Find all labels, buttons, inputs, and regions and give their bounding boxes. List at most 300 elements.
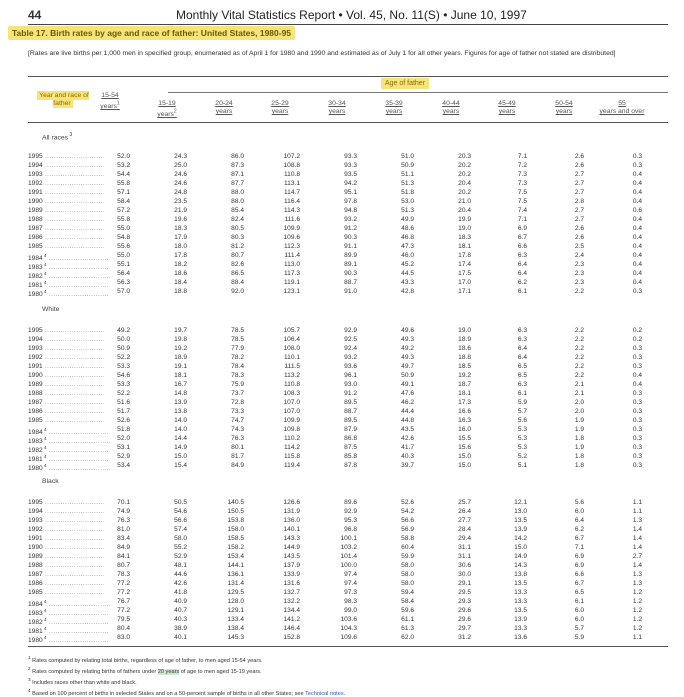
row-year: 1992 ........................... bbox=[28, 354, 106, 361]
table-cell: 84.9 bbox=[231, 462, 244, 469]
table-cell: 29.3 bbox=[458, 598, 471, 605]
row-year: 1982 $^4$ ........................... bbox=[28, 445, 110, 455]
table-cell: 52.0 bbox=[117, 435, 130, 442]
table-cell: 5.3 bbox=[517, 426, 527, 433]
table-cell: 97.8 bbox=[344, 198, 357, 205]
column-header: 15-19 years$^2$ bbox=[157, 100, 177, 119]
table-cell: 54.2 bbox=[401, 508, 414, 515]
table-cell: 70.1 bbox=[117, 499, 130, 506]
table-cell: 73.3 bbox=[231, 408, 244, 415]
table-cell: 13.9 bbox=[514, 526, 527, 533]
table-cell: 6.0 bbox=[574, 508, 584, 515]
row-year: 1989 ........................... bbox=[28, 207, 106, 214]
table-row bbox=[28, 416, 668, 425]
table-cell: 28.4 bbox=[458, 526, 471, 533]
table-cell: 6.4 bbox=[517, 354, 527, 361]
table-cell: 14.4 bbox=[174, 435, 187, 442]
table-cell: 103.2 bbox=[340, 544, 357, 551]
table-cell: 0.4 bbox=[632, 261, 642, 268]
footnote-2-num: 2 bbox=[28, 665, 31, 671]
table-cell: 44.4 bbox=[401, 408, 414, 415]
table-cell: 52.9 bbox=[174, 553, 187, 560]
technical-notes-link[interactable]: Technical notes bbox=[305, 690, 344, 697]
table-cell: 7.5 bbox=[517, 189, 527, 196]
table-cell: 12.1 bbox=[514, 499, 527, 506]
table-cell: 78.4 bbox=[231, 363, 244, 370]
table-cell: 18.0 bbox=[174, 243, 187, 250]
table-cell: 17.4 bbox=[458, 261, 471, 268]
table-cell: 93.2 bbox=[344, 354, 357, 361]
row-year: 1988 ........................... bbox=[28, 562, 106, 569]
table-cell: 19.8 bbox=[174, 336, 187, 343]
table-cell: 1.1 bbox=[632, 508, 642, 515]
table-cell: 108.0 bbox=[283, 345, 300, 352]
row-year: 1990 ........................... bbox=[28, 372, 106, 379]
table-cell: 18.7 bbox=[458, 381, 471, 388]
table-cell: 19.9 bbox=[458, 216, 471, 223]
table-cell: 53.0 bbox=[401, 198, 414, 205]
table-row bbox=[28, 242, 668, 251]
table-cell: 15.0 bbox=[458, 453, 471, 460]
table-cell: 44.8 bbox=[401, 417, 414, 424]
table-cell: 83.4 bbox=[117, 535, 130, 542]
row-year: 1995 ........................... bbox=[28, 153, 106, 160]
table-cell: 51.3 bbox=[401, 180, 414, 187]
table-cell: 51.3 bbox=[401, 207, 414, 214]
table-cell: 54.6 bbox=[117, 372, 130, 379]
table-cell: 17.0 bbox=[458, 279, 471, 286]
table-cell: 20.4 bbox=[458, 207, 471, 214]
table-cell: 105.7 bbox=[283, 327, 300, 334]
table-cell: 5.6 bbox=[517, 417, 527, 424]
table-cell: 51.1 bbox=[401, 171, 414, 178]
table-cell: 51.8 bbox=[401, 189, 414, 196]
table-cell: 0.3 bbox=[632, 354, 642, 361]
running-header bbox=[28, 8, 668, 25]
table-cell: 0.3 bbox=[632, 153, 642, 160]
age-group-text: Age of father bbox=[381, 78, 429, 89]
table-cell: 50.9 bbox=[401, 162, 414, 169]
table-row bbox=[28, 615, 668, 627]
table-cell: 152.8 bbox=[283, 634, 300, 641]
table-cell: 132.2 bbox=[283, 598, 300, 605]
table-cell: 18.5 bbox=[458, 363, 471, 370]
table-cell: 49.3 bbox=[401, 336, 414, 343]
table-cell: 114.3 bbox=[283, 207, 300, 214]
table-row bbox=[28, 161, 668, 170]
table-cell: 81.7 bbox=[231, 453, 244, 460]
table-cell: 0.3 bbox=[632, 453, 642, 460]
table-cell: 49.6 bbox=[401, 327, 414, 334]
table-row bbox=[28, 579, 668, 588]
table-cell: 0.3 bbox=[632, 345, 642, 352]
table-cell: 104.3 bbox=[340, 625, 357, 632]
table-cell: 13.8 bbox=[514, 571, 527, 578]
table-cell: 1.1 bbox=[632, 499, 642, 506]
row-year: 1987 ........................... bbox=[28, 225, 106, 232]
table-cell: 53.1 bbox=[117, 444, 130, 451]
table-cell: 24.8 bbox=[174, 189, 187, 196]
table-cell: 25.0 bbox=[174, 162, 187, 169]
table-cell: 62.0 bbox=[401, 634, 414, 641]
table-cell: 6.1 bbox=[517, 390, 527, 397]
table-cell: 109.6 bbox=[283, 234, 300, 241]
table-cell: 1.4 bbox=[632, 526, 642, 533]
table-cell: 117.3 bbox=[283, 270, 300, 277]
table-cell: 80.5 bbox=[231, 225, 244, 232]
table-cell: 6.5 bbox=[517, 372, 527, 379]
table-cell: 108.8 bbox=[283, 162, 300, 169]
table-cell: 27.7 bbox=[458, 517, 471, 524]
table-cell: 111.6 bbox=[284, 216, 300, 223]
table-cell: 0.4 bbox=[632, 270, 642, 277]
table-cell: 5.6 bbox=[574, 499, 584, 506]
table-cell: 96.8 bbox=[344, 526, 357, 533]
table-cell: 52.6 bbox=[117, 417, 130, 424]
table-cell: 6.2 bbox=[574, 526, 584, 533]
table-cell: 74.9 bbox=[117, 508, 130, 515]
table-cell: 80.3 bbox=[231, 234, 244, 241]
table-row bbox=[28, 561, 668, 570]
table-cell: 2.7 bbox=[574, 216, 584, 223]
table-cell: 31.2 bbox=[458, 634, 471, 641]
table-cell: 80.1 bbox=[231, 444, 244, 451]
table-cell: 17.9 bbox=[174, 234, 187, 241]
table-cell: 15.0 bbox=[458, 462, 471, 469]
column-header: 45-49 years bbox=[498, 100, 516, 115]
table-cell: 6.9 bbox=[574, 562, 584, 569]
table-cell: 7.2 bbox=[517, 162, 527, 169]
table-cell: 110.8 bbox=[283, 171, 300, 178]
table-cell: 91.2 bbox=[344, 390, 357, 397]
row-year: 1981 $^4$ ........................... bbox=[28, 454, 110, 464]
table-cell: 53.3 bbox=[117, 381, 130, 388]
section-label: Black bbox=[42, 478, 59, 485]
table-cell: 153.8 bbox=[227, 517, 244, 524]
table-cell: 6.6 bbox=[574, 571, 584, 578]
table-cell: 2.7 bbox=[632, 553, 642, 560]
table-cell: 15.0 bbox=[514, 544, 527, 551]
table-cell: 77.9 bbox=[231, 345, 244, 352]
table-cell: 18.1 bbox=[458, 390, 471, 397]
table-row bbox=[28, 371, 668, 380]
table-cell: 91.1 bbox=[344, 243, 357, 250]
table-cell: 14.3 bbox=[514, 562, 527, 569]
table-cell: 58.4 bbox=[117, 198, 130, 205]
table-row bbox=[28, 335, 668, 344]
table-cell: 84.1 bbox=[117, 553, 130, 560]
rule-bottom bbox=[28, 646, 668, 647]
table-cell: 88.7 bbox=[344, 408, 357, 415]
row-year: 1991 ........................... bbox=[28, 363, 106, 370]
table-cell: 85.8 bbox=[344, 453, 357, 460]
table-cell: 0.4 bbox=[632, 225, 642, 232]
table-cell: 58.0 bbox=[174, 535, 187, 542]
table-cell: 61.1 bbox=[401, 616, 414, 623]
table-cell: 40.3 bbox=[401, 453, 414, 460]
table-cell: 2.6 bbox=[574, 162, 584, 169]
row-year: 1989 ........................... bbox=[28, 381, 106, 388]
table-cell: 20.4 bbox=[458, 180, 471, 187]
table-cell: 153.4 bbox=[227, 553, 244, 560]
table-cell: 2.1 bbox=[574, 381, 584, 388]
table-row bbox=[28, 398, 668, 407]
table-cell: 0.4 bbox=[632, 234, 642, 241]
table-row bbox=[28, 588, 668, 597]
table-cell: 0.4 bbox=[632, 252, 642, 259]
table-cell: 6.0 bbox=[574, 616, 584, 623]
table-cell: 29.6 bbox=[458, 616, 471, 623]
table-cell: 19.1 bbox=[174, 363, 187, 370]
table-cell: 0.4 bbox=[632, 372, 642, 379]
row-year: 1988 ........................... bbox=[28, 216, 106, 223]
table-cell: 0.4 bbox=[632, 243, 642, 250]
table-cell: 1.4 bbox=[632, 544, 642, 551]
table-cell: 0.2 bbox=[632, 327, 642, 334]
row-year: 1982 $^4$ ........................... bbox=[28, 271, 110, 281]
table-cell: 56.6 bbox=[174, 517, 187, 524]
table-cell: 25.7 bbox=[458, 499, 471, 506]
table-cell: 57.2 bbox=[117, 207, 130, 214]
table-cell: 88.7 bbox=[344, 279, 357, 286]
table-row bbox=[28, 425, 668, 437]
table-cell: 7.1 bbox=[517, 153, 527, 160]
table-cell: 17.1 bbox=[458, 288, 471, 295]
table-cell: 0.3 bbox=[632, 288, 642, 295]
table-cell: 19.6 bbox=[174, 216, 187, 223]
table-cell: 13.9 bbox=[514, 616, 527, 623]
table-cell: 103.6 bbox=[340, 616, 357, 623]
table-cell: 42.6 bbox=[401, 435, 414, 442]
table-cell: 2.5 bbox=[574, 243, 584, 250]
table-cell: 20.2 bbox=[458, 171, 471, 178]
table-cell: 79.5 bbox=[117, 616, 130, 623]
table-row bbox=[28, 597, 668, 609]
table-cell: 20.2 bbox=[458, 162, 471, 169]
table-cell: 141.2 bbox=[283, 616, 300, 623]
table-cell: 93.3 bbox=[344, 153, 357, 160]
table-cell: 100.1 bbox=[340, 535, 357, 542]
table-cell: 7.3 bbox=[517, 171, 527, 178]
table-cell: 53.3 bbox=[117, 363, 130, 370]
table-cell: 74.3 bbox=[231, 426, 244, 433]
footnote-1 bbox=[28, 654, 668, 665]
table-cell: 14.2 bbox=[514, 535, 527, 542]
table-cell: 82.6 bbox=[231, 261, 244, 268]
table-cell: 114.2 bbox=[283, 444, 300, 451]
table-cell: 150.5 bbox=[227, 508, 244, 515]
table-cell: 55.0 bbox=[117, 252, 130, 259]
table-cell: 1.2 bbox=[632, 625, 642, 632]
table-cell: 7.3 bbox=[517, 180, 527, 187]
row-year: 1993 ........................... bbox=[28, 517, 106, 524]
table-cell: 20.2 bbox=[458, 189, 471, 196]
table-cell: 0.4 bbox=[632, 216, 642, 223]
table-cell: 6.2 bbox=[517, 279, 527, 286]
table-cell: 21.0 bbox=[458, 198, 471, 205]
table-row bbox=[28, 326, 668, 335]
table-cell: 143.5 bbox=[283, 553, 300, 560]
table-row bbox=[28, 443, 668, 455]
table-row bbox=[28, 152, 668, 161]
table-cell: 18.4 bbox=[174, 279, 187, 286]
table-cell: 57.1 bbox=[117, 189, 130, 196]
table-cell: 24.3 bbox=[174, 153, 187, 160]
section-label: White bbox=[42, 306, 60, 313]
table-cell: 92.5 bbox=[344, 336, 357, 343]
table-cell: 87.5 bbox=[344, 444, 357, 451]
table-subject: United States, 1980-95 bbox=[198, 28, 292, 38]
table-row bbox=[28, 507, 668, 516]
table-cell: 24.6 bbox=[174, 171, 187, 178]
table-cell: 55.0 bbox=[117, 225, 130, 232]
table-cell: 6.3 bbox=[517, 381, 527, 388]
table-cell: 41.7 bbox=[401, 444, 414, 451]
table-cell: 54.6 bbox=[174, 508, 187, 515]
table-cell: 1.3 bbox=[632, 517, 642, 524]
footnotes bbox=[28, 654, 668, 697]
table-cell: 113.1 bbox=[283, 180, 300, 187]
row-year: 1981 $^4$ ........................... bbox=[28, 626, 110, 636]
table-cell: 18.8 bbox=[458, 354, 471, 361]
age-group-header bbox=[375, 80, 435, 87]
table-row bbox=[28, 624, 668, 636]
table-cell: 19.2 bbox=[174, 345, 187, 352]
table-cell: 1.8 bbox=[574, 453, 584, 460]
table-cell: 144.9 bbox=[283, 544, 300, 551]
table-cell: 6.3 bbox=[517, 252, 527, 259]
row-year: 1992 ........................... bbox=[28, 526, 106, 533]
table-cell: 97.4 bbox=[344, 580, 357, 587]
table-cell: 56.4 bbox=[117, 270, 130, 277]
table-cell: 96.1 bbox=[344, 372, 357, 379]
table-row bbox=[28, 633, 668, 645]
table-cell: 52.2 bbox=[117, 354, 130, 361]
table-cell: 44.5 bbox=[401, 270, 414, 277]
table-cell: 55.1 bbox=[117, 261, 130, 268]
table-cell: 6.9 bbox=[517, 225, 527, 232]
table-cell: 140.1 bbox=[283, 526, 300, 533]
footnote-3-text: Includes races other than white and black. bbox=[32, 679, 137, 686]
table-cell: 14.9 bbox=[174, 444, 187, 451]
table-title bbox=[8, 28, 295, 38]
table-row bbox=[28, 452, 668, 464]
table-cell: 18.3 bbox=[458, 234, 471, 241]
table-cell: 58.8 bbox=[401, 535, 414, 542]
table-cell: 1.4 bbox=[632, 562, 642, 569]
footnote-1-text: Rates computed by relating total births, regardless of age of father, to men aged 15-54 years. bbox=[32, 657, 263, 664]
table-row bbox=[28, 362, 668, 371]
table-cell: 89.9 bbox=[344, 252, 357, 259]
table-cell: 42.6 bbox=[174, 580, 187, 587]
table-cell: 73.7 bbox=[231, 390, 244, 397]
table-cell: 1.9 bbox=[574, 426, 584, 433]
table-cell: 95.1 bbox=[344, 189, 357, 196]
table-cell: 90.3 bbox=[344, 234, 357, 241]
table-cell: 14.9 bbox=[514, 553, 527, 560]
table-cell: 57.4 bbox=[174, 526, 187, 533]
table-cell: 6.5 bbox=[574, 589, 584, 596]
table-cell: 129.5 bbox=[227, 589, 244, 596]
table-cell: 6.4 bbox=[517, 261, 527, 268]
table-cell: 93.3 bbox=[344, 162, 357, 169]
table-cell: 158.5 bbox=[227, 535, 244, 542]
table-cell: 2.6 bbox=[574, 234, 584, 241]
table-cell: 51.0 bbox=[401, 153, 414, 160]
table-cell: 0.3 bbox=[632, 462, 642, 469]
table-cell: 109.9 bbox=[283, 225, 300, 232]
table-cell: 53.4 bbox=[117, 462, 130, 469]
column-header: 40-44 years bbox=[442, 100, 460, 115]
table-cell: 30.0 bbox=[458, 571, 471, 578]
table-cell: 20.3 bbox=[458, 153, 471, 160]
table-cell: 14.0 bbox=[174, 426, 187, 433]
table-cell: 18.1 bbox=[174, 372, 187, 379]
table-headnote: [Rates are live births per 1,000 men in specified group, enumerated as of April 1 for 1980 and 1990 and estimated as of July 1 for all other years. Figures for age of father not stated are distributed] bbox=[28, 50, 616, 57]
table-cell: 23.5 bbox=[174, 198, 187, 205]
row-year: 1986 ........................... bbox=[28, 234, 106, 241]
table-cell: 2.2 bbox=[574, 345, 584, 352]
row-year: 1992 ........................... bbox=[28, 180, 106, 187]
table-cell: 78.2 bbox=[231, 354, 244, 361]
table-cell: 145.3 bbox=[227, 634, 244, 641]
footnote-4 bbox=[28, 687, 668, 697]
table-cell: 40.7 bbox=[174, 607, 187, 614]
column-header: 15-54 years$^1$ bbox=[100, 92, 120, 111]
row-year: 1994 ........................... bbox=[28, 162, 106, 169]
table-cell: 46.8 bbox=[401, 234, 414, 241]
table-cell: 48.1 bbox=[174, 562, 187, 569]
table-cell: 56.9 bbox=[401, 526, 414, 533]
table-cell: 110.8 bbox=[283, 381, 300, 388]
table-cell: 109.8 bbox=[283, 426, 300, 433]
table-row bbox=[28, 461, 668, 473]
table-cell: 45.2 bbox=[401, 261, 414, 268]
table-cell: 0.4 bbox=[632, 198, 642, 205]
table-cell: 143.3 bbox=[283, 535, 300, 542]
table-cell: 97.4 bbox=[344, 571, 357, 578]
table-cell: 92.9 bbox=[344, 508, 357, 515]
table-cell: 5.9 bbox=[517, 399, 527, 406]
table-cell: 46.2 bbox=[401, 399, 414, 406]
table-cell: 5.1 bbox=[517, 462, 527, 469]
table-cell: 6.4 bbox=[517, 345, 527, 352]
table-cell: 39.7 bbox=[401, 462, 414, 469]
table-cell: 116.4 bbox=[283, 198, 300, 205]
table-cell: 140.5 bbox=[227, 499, 244, 506]
row-year: 1980 $^4$ ........................... bbox=[28, 635, 110, 645]
table-cell: 18.6 bbox=[174, 270, 187, 277]
table-cell: 0.3 bbox=[632, 435, 642, 442]
table-cell: 6.6 bbox=[517, 243, 527, 250]
table-cell: 0.4 bbox=[632, 171, 642, 178]
table-cell: 1.2 bbox=[632, 589, 642, 596]
row-year: 1987 ........................... bbox=[28, 571, 106, 578]
table-cell: 97.3 bbox=[344, 589, 357, 596]
table-cell: 94.2 bbox=[344, 180, 357, 187]
column-header: 55 years and over bbox=[599, 100, 645, 115]
table-cell: 89.5 bbox=[344, 399, 357, 406]
table-cell: 0.3 bbox=[632, 162, 642, 169]
table-row bbox=[28, 251, 668, 263]
table-cell: 129.1 bbox=[227, 607, 244, 614]
table-cell: 18.8 bbox=[174, 288, 187, 295]
table-cell: 13.3 bbox=[514, 589, 527, 596]
table-row bbox=[28, 552, 668, 561]
footnote-4-text-a: Based on 100 percent of births in selected States and on a 50-percent sample of births in all other States; see bbox=[32, 690, 306, 697]
row-year: 1995 ........................... bbox=[28, 499, 106, 506]
table-cell: 31.1 bbox=[458, 544, 471, 551]
